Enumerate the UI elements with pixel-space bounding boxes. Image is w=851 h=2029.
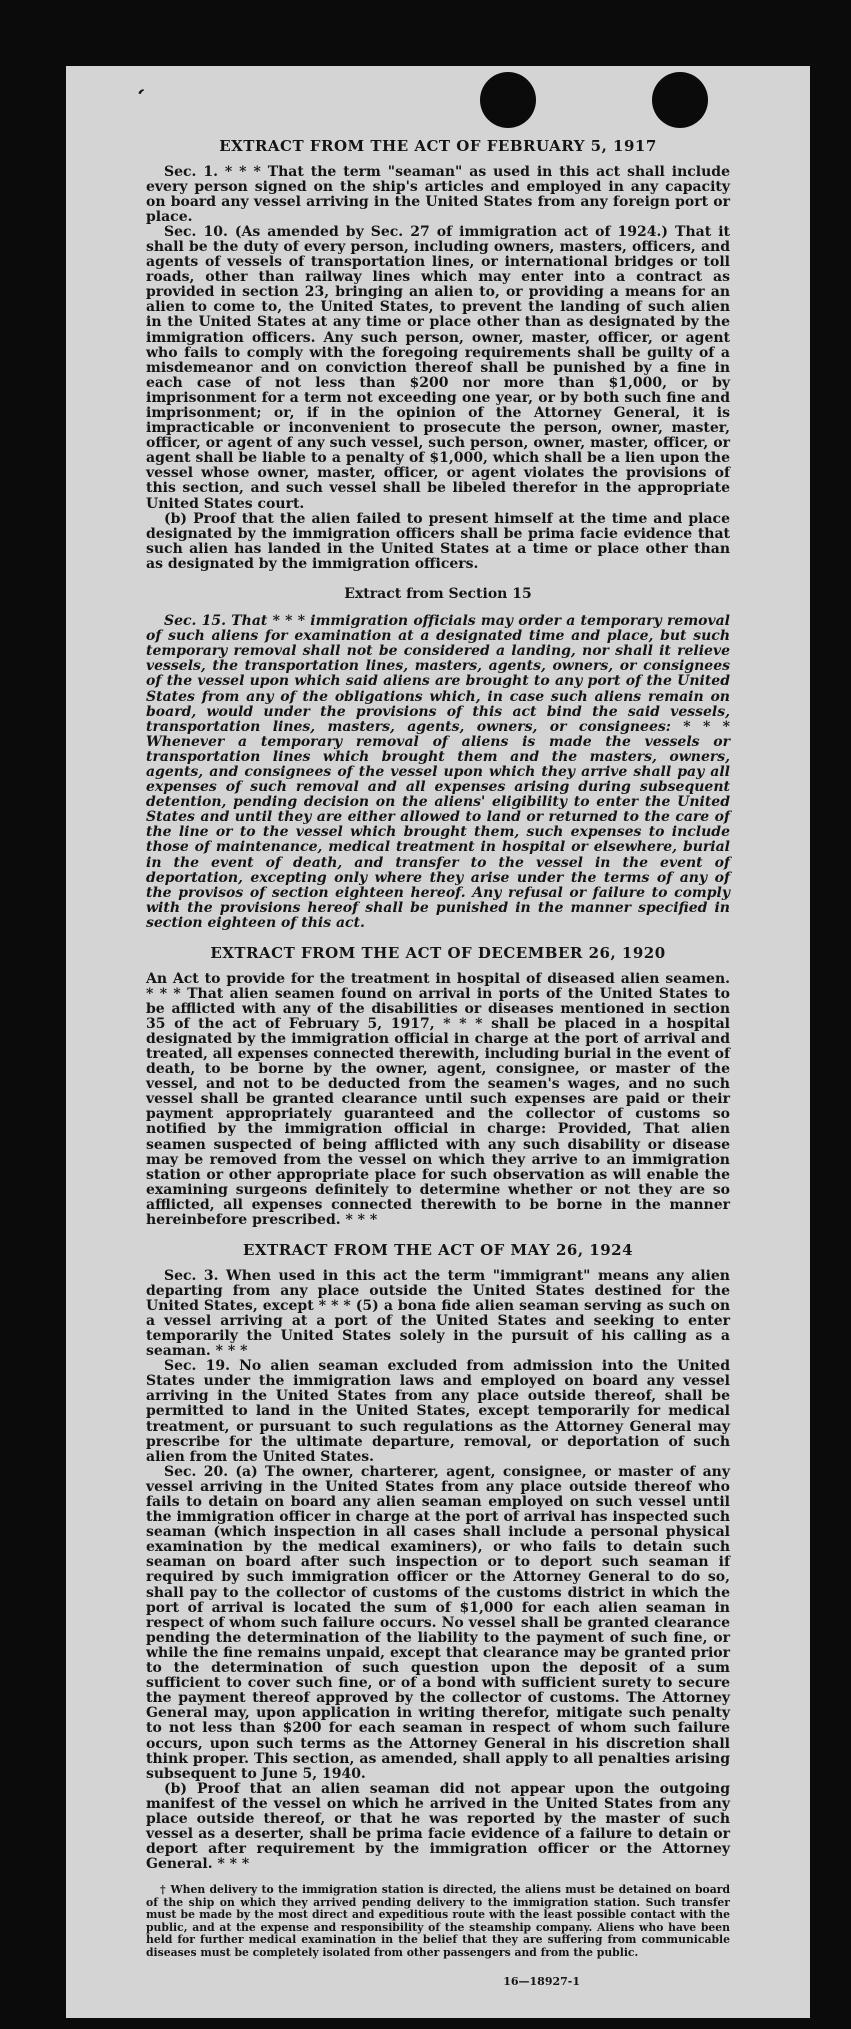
section-15-paragraph: Sec. 15. That * * * immigration officials may order a temporary removal of such aliens for examination at a designated time and place, but such temporary removal shall not be considered a landing, nor shall it relieve vessels, the transportation lines, masters, agents, owners, or consignees of the vessel upon which said aliens are brought to any port of the United States from any of the obligations which, in case such aliens remain on board, would under the provisions of this act bind the said vessels, transportation lines, masters, agents, owners, or consignees: * * * Whenever a temporary removal of aliens is made the vessels or transportation lines which brought them and the masters, owners, agents, and consignees of the vessel upon which they arrive shall pay all expenses of such removal and all expenses arising during subsequent detention, pending decision on the aliens' eligibility to enter the United States and until they are either allowed to land or returned to the care of the line or to the vessel which brought them, such expenses to include those of maintenance, medical treatment in hospital or elsewhere, burial in the event of death, and transfer to the vessel in the event of deportation, excepting only where they arise under the terms of any of the provisos of section eighteen hereof. Any refusal or failure to comply with the provisions hereof shall be punished in the manner specified in section eighteen of this act. xyxy=(146,613,730,931)
section-10b-paragraph: (b) Proof that the alien failed to present himself at the time and place designated by the immigration officers shall be prima facie evidence that such alien has landed in the United States at a time or place other than as designated by the immigration officers. xyxy=(146,510,730,572)
footnote: † When delivery to the immigration station is directed, the aliens must be detained on board of the ship on which they arrived pending delivery to the immigration station. Such transfer must be made by the most direct and expeditious route with the least possible contact with the public, and at the expense and responsibility of the steamship company. Aliens who have been held for further medical examination in the belief that they are suffering from communicable diseases must be completely isolated from other passengers and from the public. xyxy=(146,1883,730,1959)
act-1920-paragraph: An Act to provide for the treatment in hospital of diseased alien seamen. * * * That alien seamen found on arrival in ports of the United States to be afflicted with any of the disabilities or diseases mentioned in section 35 of the act of February 5, 1917, * * * shall be placed in a hospital designated by the immigration official in charge at the port of arrival and treated, all expenses connected therewith, including burial in the event of death, to be borne by the owner, agent, consignee, or master of the vessel, and not to be deducted from the seamen's wages, and no such vessel shall be granted clearance until such expenses are paid or their payment appropriately guaranteed and the collector of customs so notified by the immigration official in charge: Provided, That alien seamen suspected of being afflicted with any such disability or disease may be removed from the vessel on which they arrive to an immigration station or other appropriate place for such observation as will enable the examining surgeons definitely to determine whether or not they are so afflicted, all expenses connected therewith to be borne in the manner hereinbefore prescribed. * * * xyxy=(146,970,730,1228)
heading-act-1920: EXTRACT FROM THE ACT OF DECEMBER 26, 1920 xyxy=(210,944,666,962)
document-page xyxy=(66,66,810,2018)
form-number: 16—18927-1 xyxy=(503,1975,580,1989)
heading-section-15: Extract from Section 15 xyxy=(344,586,532,603)
section-19-paragraph: Sec. 19. No alien seaman excluded from admission into the United States under the immigration laws and employed on board any vessel arriving in the United States from any place outside thereof, shall be permitted to land in the United States, except temporarily for medical treatment, or pursuant to such regulations as the Attorney General may prescribe for the ultimate departure, removal, or deportation of such alien from the United States. xyxy=(146,1358,730,1465)
pen-mark: ‘ xyxy=(132,83,147,109)
heading-act-1917: EXTRACT FROM THE ACT OF FEBRUARY 5, 1917 xyxy=(219,137,657,155)
section-1-paragraph: Sec. 1. * * * That the term "seaman" as used in this act shall include every person signed on the ship's articles and employed in any capacity on board any vessel arriving in the United States from any foreign port or place. xyxy=(146,163,730,225)
section-20b-paragraph: (b) Proof that an alien seaman did not appear upon the outgoing manifest of the vessel on which he arrived in the United States from any place outside thereof, or that he was reported by the master of such vessel as a deserter, shall be prima facie evidence of a failure to detain or deport after requirement by the immigration officer or the Attorney General. * * * xyxy=(146,1780,730,1873)
heading-act-1924: EXTRACT FROM THE ACT OF MAY 26, 1924 xyxy=(242,1241,634,1260)
section-20a-paragraph: Sec. 20. (a) The owner, charterer, agent, consignee, or master of any vessel arriving in the United States from any place outside thereof who fails to detain on board any alien seaman employed on such vessel until the immigration officer in charge at the port of arrival has inspected such seaman (which inspection in all cases shall include a personal physical examination by the medical examiners), or who fails to detain such seaman on board after such inspection or to deport such seaman if required by such immigration officer or the Attorney General to do so, shall pay to the collector of customs of the customs district in which the port of arrival is located the sum of $1,000 for each alien seaman in respect of whom such failure occurs. No vessel shall be granted clearance pending the determination of the liability to the payment of such fine, or while the fine remains unpaid, except that clearance may be granted prior to the determination of such question upon the deposit of a sum sufficient to cover such fine, or of a bond with sufficient surety to secure the payment thereof approved by the collector of customs. The Attorney General may, upon application in writing therefor, mitigate such penalty to not less than $200 for each seaman in respect of whom such failure occurs, upon such terms as the Attorney General in his discretion shall think proper. This section, as amended, shall apply to all penalties arising subsequent to June 5, 1940. xyxy=(146,1463,730,1782)
punch-hole xyxy=(480,72,536,128)
section-10-paragraph: Sec. 10. (As amended by Sec. 27 of immigration act of 1924.) That it shall be the duty of every person, including owners, masters, officers, and agents of vessels of transportation lines, or international bridges or toll roads, other than railway lines which may enter into a contract as provided in section 23, bringing an alien to, or providing a means for an alien to come to, the United States, to prevent the landing of such alien in the United States at any time or place other than as designated by the immigration officers. Any such person, owner, master, officer, or agent who fails to comply with the foregoing requirements shall be guilty of a misdemeanor and on conviction thereof shall be punished by a fine in each case of not less than $200 nor more than $1,000, or by imprisonment for a term not exceeding one year, or by both such fine and imprisonment; or, if in the opinion of the Attorney General, it is impracticable or inconvenient to prosecute the person, owner, master, officer, or agent of any such vessel, such person, owner, master, officer, or agent shall be liable to a penalty of $1,000, which shall be a lien upon the vessel whose owner, master, officer, or agent violates the provisions of this section, and such vessel shall be libeled therefor in the appropriate United States court. xyxy=(146,223,730,512)
section-3-paragraph: Sec. 3. When used in this act the term "immigrant" means any alien departing from any place outside the United States destined for the United States, except * * * (5) a bona fide alien seaman serving as such on a vessel arriving at a port of the United States and seeking to enter temporarily the United States solely in the pursuit of his calling as a seaman. * * * xyxy=(146,1267,730,1360)
punch-hole xyxy=(652,72,708,128)
document-body xyxy=(146,138,730,1988)
